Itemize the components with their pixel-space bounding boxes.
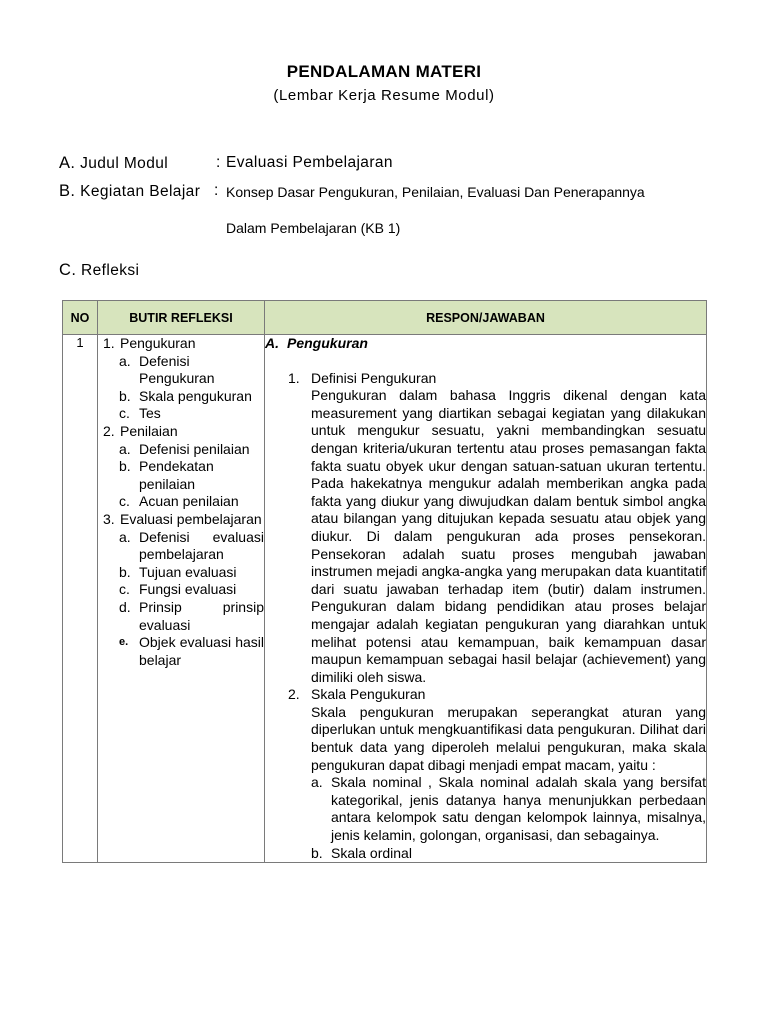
list-marker: d.	[119, 598, 131, 615]
list-marker: 1.	[288, 369, 300, 386]
list-marker: e.	[119, 636, 129, 649]
list-marker: a.	[119, 440, 131, 457]
list-marker: a.	[311, 774, 323, 791]
butir-subitem-text: Defenisi penilaian	[139, 440, 250, 457]
list-marker: a.	[119, 528, 131, 545]
butir-subitem-text: Skala pengukuran	[139, 387, 252, 404]
section-letter-c: C.	[59, 261, 77, 279]
list-marker: b.	[119, 458, 131, 475]
learning-activity-label: Kegiatan Belajar	[80, 183, 201, 200]
butir-subitem	[98, 405, 264, 423]
butir-subitem	[98, 634, 264, 669]
butir-subitem-text: Prinsip prinsip evaluasi	[139, 598, 264, 633]
respon-item-title: Skala Pengukuran	[311, 686, 426, 703]
list-marker: 3.	[103, 510, 115, 527]
respon-item-body: Pengukuran dalam bahasa Inggris dikenal dengan kata measurement yang diartikan sebagai kegiatan yang dilakukan untuk mengukur sesuatu, yakni membandingkan sesuatu dengan kriteria/ukuran tertentu atau proses pemasangan fakta fakta suatu obyek ukur dengan satuan-satuan ukuran tertentu. Pada hakekatnya mengukur adalah memberikan angka pada fakta yang diukur yang diwujudkan dalam bentuk simbol angka atau bilangan yang ditujukan kepada sesuatu atau objek yang diukur. Di dalam pengukuran ada proses pensekoran. Pensekoran adalah suatu proses mengubah jawaban instrumen mejadi angka-angka yang merupakan data kuantitatif dari suatu jawaban terhadap item (butir) dalam instrumen. Pengukuran dalam bidang pendidikan atau proses belajar mengajar adalah kegiatan pengukuran yang diarahkan untuk melihat potensi atau kemampuan, baik kemampuan dasar maupun kemampuan sebagai hasil belajar (achievement) yang dimiliki oleh siswa.	[311, 387, 706, 685]
respon-heading-marker: A.	[265, 335, 279, 351]
list-marker: 2.	[288, 686, 300, 703]
respon-heading-text: Pengukuran	[287, 335, 368, 351]
list-marker: b.	[311, 844, 323, 861]
respon-item-definisi	[265, 370, 706, 687]
document-title: PENDALAMAN MATERI	[286, 62, 482, 81]
module-title-label: Judul Modul	[80, 155, 169, 172]
butir-subitem	[98, 388, 264, 406]
learning-activity-row	[59, 182, 645, 201]
butir-subitem	[98, 529, 264, 564]
section-letter-a: A.	[59, 154, 76, 172]
list-marker: 1.	[103, 335, 115, 351]
respon-item-body: Skala pengukuran merupakan seperangkat aturan yang diperlukan untuk mengkuantifikasi data pengukuran. Dilihat dari bentuk data yang diperoleh melalui pengukuran, maka skala pengukuran dapat dibagi menjadi empat macam, yaitu :	[311, 703, 706, 773]
header-respon-jawaban: RESPON/JAWABAN	[265, 301, 707, 335]
butir-subitem-text: Fungsi evaluasi	[139, 581, 237, 598]
table-row	[63, 335, 707, 863]
respon-cell	[265, 335, 707, 863]
butir-subitem	[98, 564, 264, 582]
list-marker: c.	[119, 405, 130, 422]
butir-subitem-text: Acuan penilaian	[139, 493, 239, 510]
row-number: 1	[63, 335, 98, 863]
butir-subitem	[98, 441, 264, 459]
butir-subitem-text: Tes	[139, 405, 161, 422]
module-title-row	[59, 154, 393, 173]
butir-subitem	[98, 353, 264, 388]
learning-activity-value: Konsep Dasar Pengukuran, Penilaian, Evaluasi Dan Penerapannya	[226, 184, 645, 200]
butir-item	[98, 335, 264, 353]
respon-subitem-ordinal	[265, 845, 706, 863]
butir-subitem	[98, 599, 264, 634]
list-marker: b.	[119, 387, 131, 404]
respon-subitem-text: Skala ordinal	[331, 844, 412, 861]
butir-subitem	[98, 493, 264, 511]
reflection-table	[62, 300, 707, 863]
header-no: NO	[63, 301, 98, 335]
butir-subitem-text: Defenisi Pengukuran	[139, 352, 215, 387]
butir-subitem	[98, 581, 264, 599]
butir-item-text: Evaluasi pembelajaran	[120, 510, 262, 527]
butir-subitem	[98, 458, 264, 493]
respon-heading	[265, 335, 706, 353]
module-title-value: Evaluasi Pembelajaran	[226, 154, 393, 171]
list-marker: 2.	[103, 422, 115, 439]
respon-item-skala	[265, 686, 706, 774]
butir-subitem-text: Defenisi evaluasi pembelajaran	[139, 528, 264, 563]
separator-colon: :	[216, 154, 221, 171]
butir-list	[98, 335, 264, 669]
butir-item	[98, 423, 264, 441]
butir-subitem-text: Objek evaluasi hasil belajar	[139, 634, 264, 668]
respon-subitem-text: Skala nominal , Skala nominal adalah skala yang bersifat kategorikal, jenis datanya hanya menunjukkan perbedaan antara kelompok satu dengan kelompok lainnya, misalnya, jenis kelamin, golongan, organisasi, dan sebagainya.	[331, 774, 706, 844]
respon-subitem-nominal	[265, 774, 706, 844]
butir-subitem-text: Tujuan evaluasi	[139, 563, 237, 580]
list-marker: b.	[119, 563, 131, 580]
butir-item	[98, 511, 264, 529]
list-marker: c.	[119, 581, 130, 598]
document-subtitle: (Lembar Kerja Resume Modul)	[273, 87, 495, 104]
butir-item-text: Penilaian	[120, 422, 178, 439]
separator-colon: :	[214, 182, 219, 199]
section-letter-b: B.	[59, 182, 76, 200]
header-butir-refleksi: BUTIR REFLEKSI	[98, 301, 265, 335]
learning-activity-value-line2: Dalam Pembelajaran (KB 1)	[226, 220, 401, 236]
butir-subitem-text: Pendekatan penilaian	[139, 458, 214, 492]
respon-item-title: Definisi Pengukuran	[311, 369, 437, 386]
butir-cell	[98, 335, 265, 863]
reflection-row	[59, 261, 139, 280]
butir-item-text: Pengukuran	[120, 335, 196, 351]
reflection-label: Refleksi	[81, 262, 140, 279]
list-marker: a.	[119, 352, 131, 369]
table-header-row	[63, 301, 707, 335]
list-marker: c.	[119, 493, 130, 510]
